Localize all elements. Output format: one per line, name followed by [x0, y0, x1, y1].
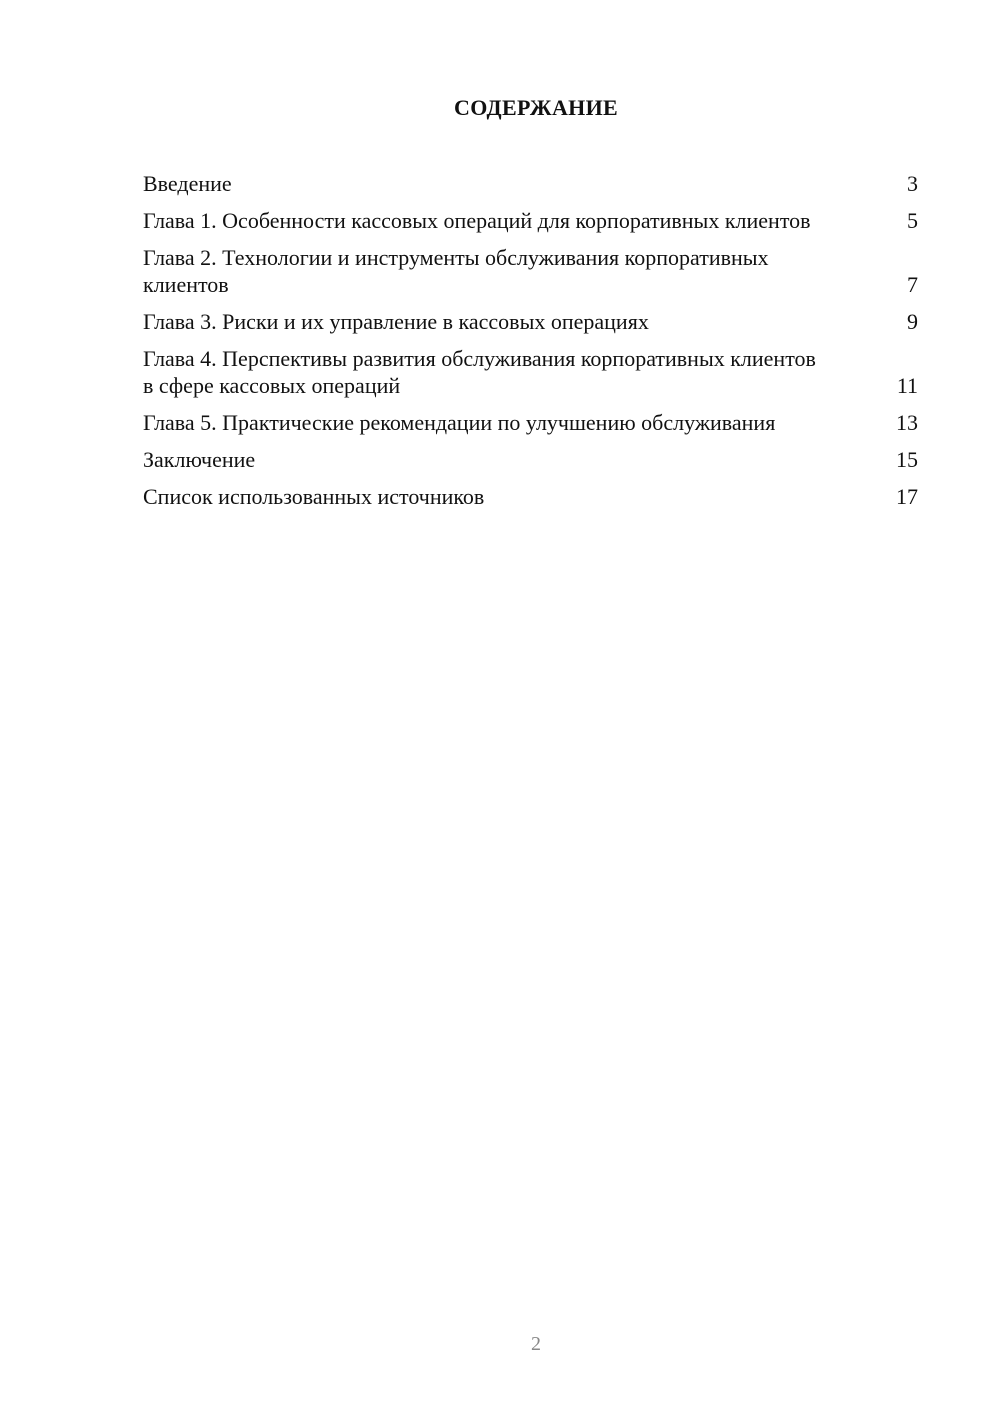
toc-item-label: Глава 3. Риски и их управление в кассовых операциях: [143, 309, 649, 334]
toc-item-chapter-1: [143, 207, 918, 234]
toc-item-page: 17: [896, 484, 918, 509]
toc-item-page: 9: [907, 309, 918, 334]
page-title: СОДЕРЖАНИЕ: [454, 95, 618, 120]
toc-item-sources: [143, 483, 918, 510]
toc-item-label: Глава 4. Перспективы развития обслуживания корпоративных клиентов в сфере кассовых операций: [143, 346, 816, 398]
toc-item-page: 3: [907, 171, 918, 196]
toc-item-chapter-2: [143, 244, 918, 298]
toc-item-page: 13: [896, 410, 918, 435]
toc-item-introduction: [143, 170, 918, 197]
toc-item-label: Глава 5. Практические рекомендации по улучшению обслуживания: [143, 410, 776, 435]
toc-item-chapter-5: [143, 409, 918, 436]
toc-item-page: 15: [896, 447, 918, 472]
toc-item-chapter-3: [143, 308, 918, 335]
toc-item-label: Список использованных источников: [143, 484, 485, 509]
toc-item-label: Введение: [143, 171, 232, 196]
toc-item-label: Глава 2. Технологии и инструменты обслуживания корпоративных клиентов: [143, 245, 769, 297]
toc-item-conclusion: [143, 446, 918, 473]
toc-item-page: 11: [896, 373, 918, 398]
toc-item-page: 5: [907, 208, 918, 233]
page-number: 2: [531, 1333, 541, 1355]
toc-item-label: Глава 1. Особенности кассовых операций для корпоративных клиентов: [143, 208, 811, 233]
table-of-contents: [143, 170, 918, 520]
toc-item-page: 7: [907, 272, 918, 297]
toc-item-chapter-4: [143, 345, 918, 399]
toc-item-label: Заключение: [143, 447, 256, 472]
